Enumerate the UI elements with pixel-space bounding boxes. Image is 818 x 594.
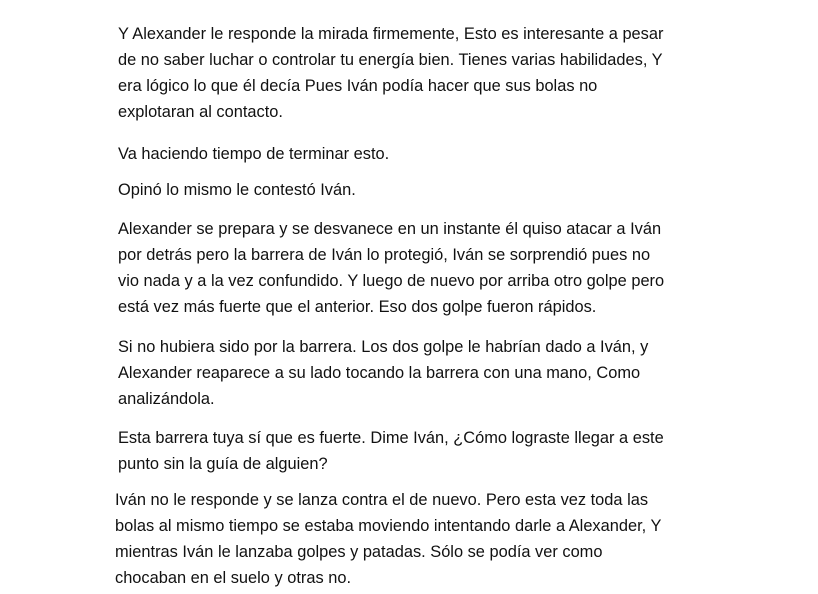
text-line: de no saber luchar o controlar tu energía bien. Tienes varias habilidades, Y [118, 51, 663, 69]
text-line: mientras Iván le lanzaba golpes y patadas. Sólo se podía ver como [115, 543, 603, 561]
text-line: Si no hubiera sido por la barrera. Los dos golpe le habrían dado a Iván, y [118, 338, 649, 356]
text-line: Esta barrera tuya sí que es fuerte. Dime Iván, ¿Cómo lograste llegar a este [118, 429, 664, 447]
text-line: está vez más fuerte que el anterior. Eso dos golpe fueron rápidos. [118, 298, 597, 316]
text-line: explotaran al contacto. [118, 103, 283, 121]
paragraph-4 [118, 216, 664, 320]
text-line: Alexander se prepara y se desvanece en un instante él quiso atacar a Iván [118, 220, 662, 238]
paragraph-3 [118, 177, 356, 203]
paragraph-1 [118, 21, 663, 125]
text-line: Alexander reaparece a su lado tocando la barrera con una mano, Como [118, 364, 641, 382]
text-line: Va haciendo tiempo de terminar esto. [118, 145, 390, 163]
text-line: Opinó lo mismo le contestó Iván. [118, 181, 356, 199]
text-line: era lógico lo que él decía Pues Iván podía hacer que sus bolas no [118, 77, 598, 95]
paragraph-7 [115, 487, 661, 591]
text-line: vio nada y a la vez confundido. Y luego de nuevo por arriba otro golpe pero [118, 272, 665, 290]
paragraph-5 [118, 334, 648, 412]
text-line: Y Alexander le responde la mirada firmemente, Esto es interesante a pesar [118, 25, 664, 43]
paragraph-2 [118, 141, 389, 167]
text-line: punto sin la guía de alguien? [118, 455, 328, 473]
text-line: chocaban en el suelo y otras no. [115, 569, 351, 587]
text-line: analizándola. [118, 390, 215, 408]
text-line: bolas al mismo tiempo se estaba moviendo intentando darle a Alexander, Y [115, 517, 662, 535]
text-line: Iván no le responde y se lanza contra el de nuevo. Pero esta vez toda las [115, 491, 649, 509]
paragraph-6 [118, 425, 664, 477]
text-line: por detrás pero la barrera de Iván lo protegió, Iván se sorprendió pues no [118, 246, 651, 264]
